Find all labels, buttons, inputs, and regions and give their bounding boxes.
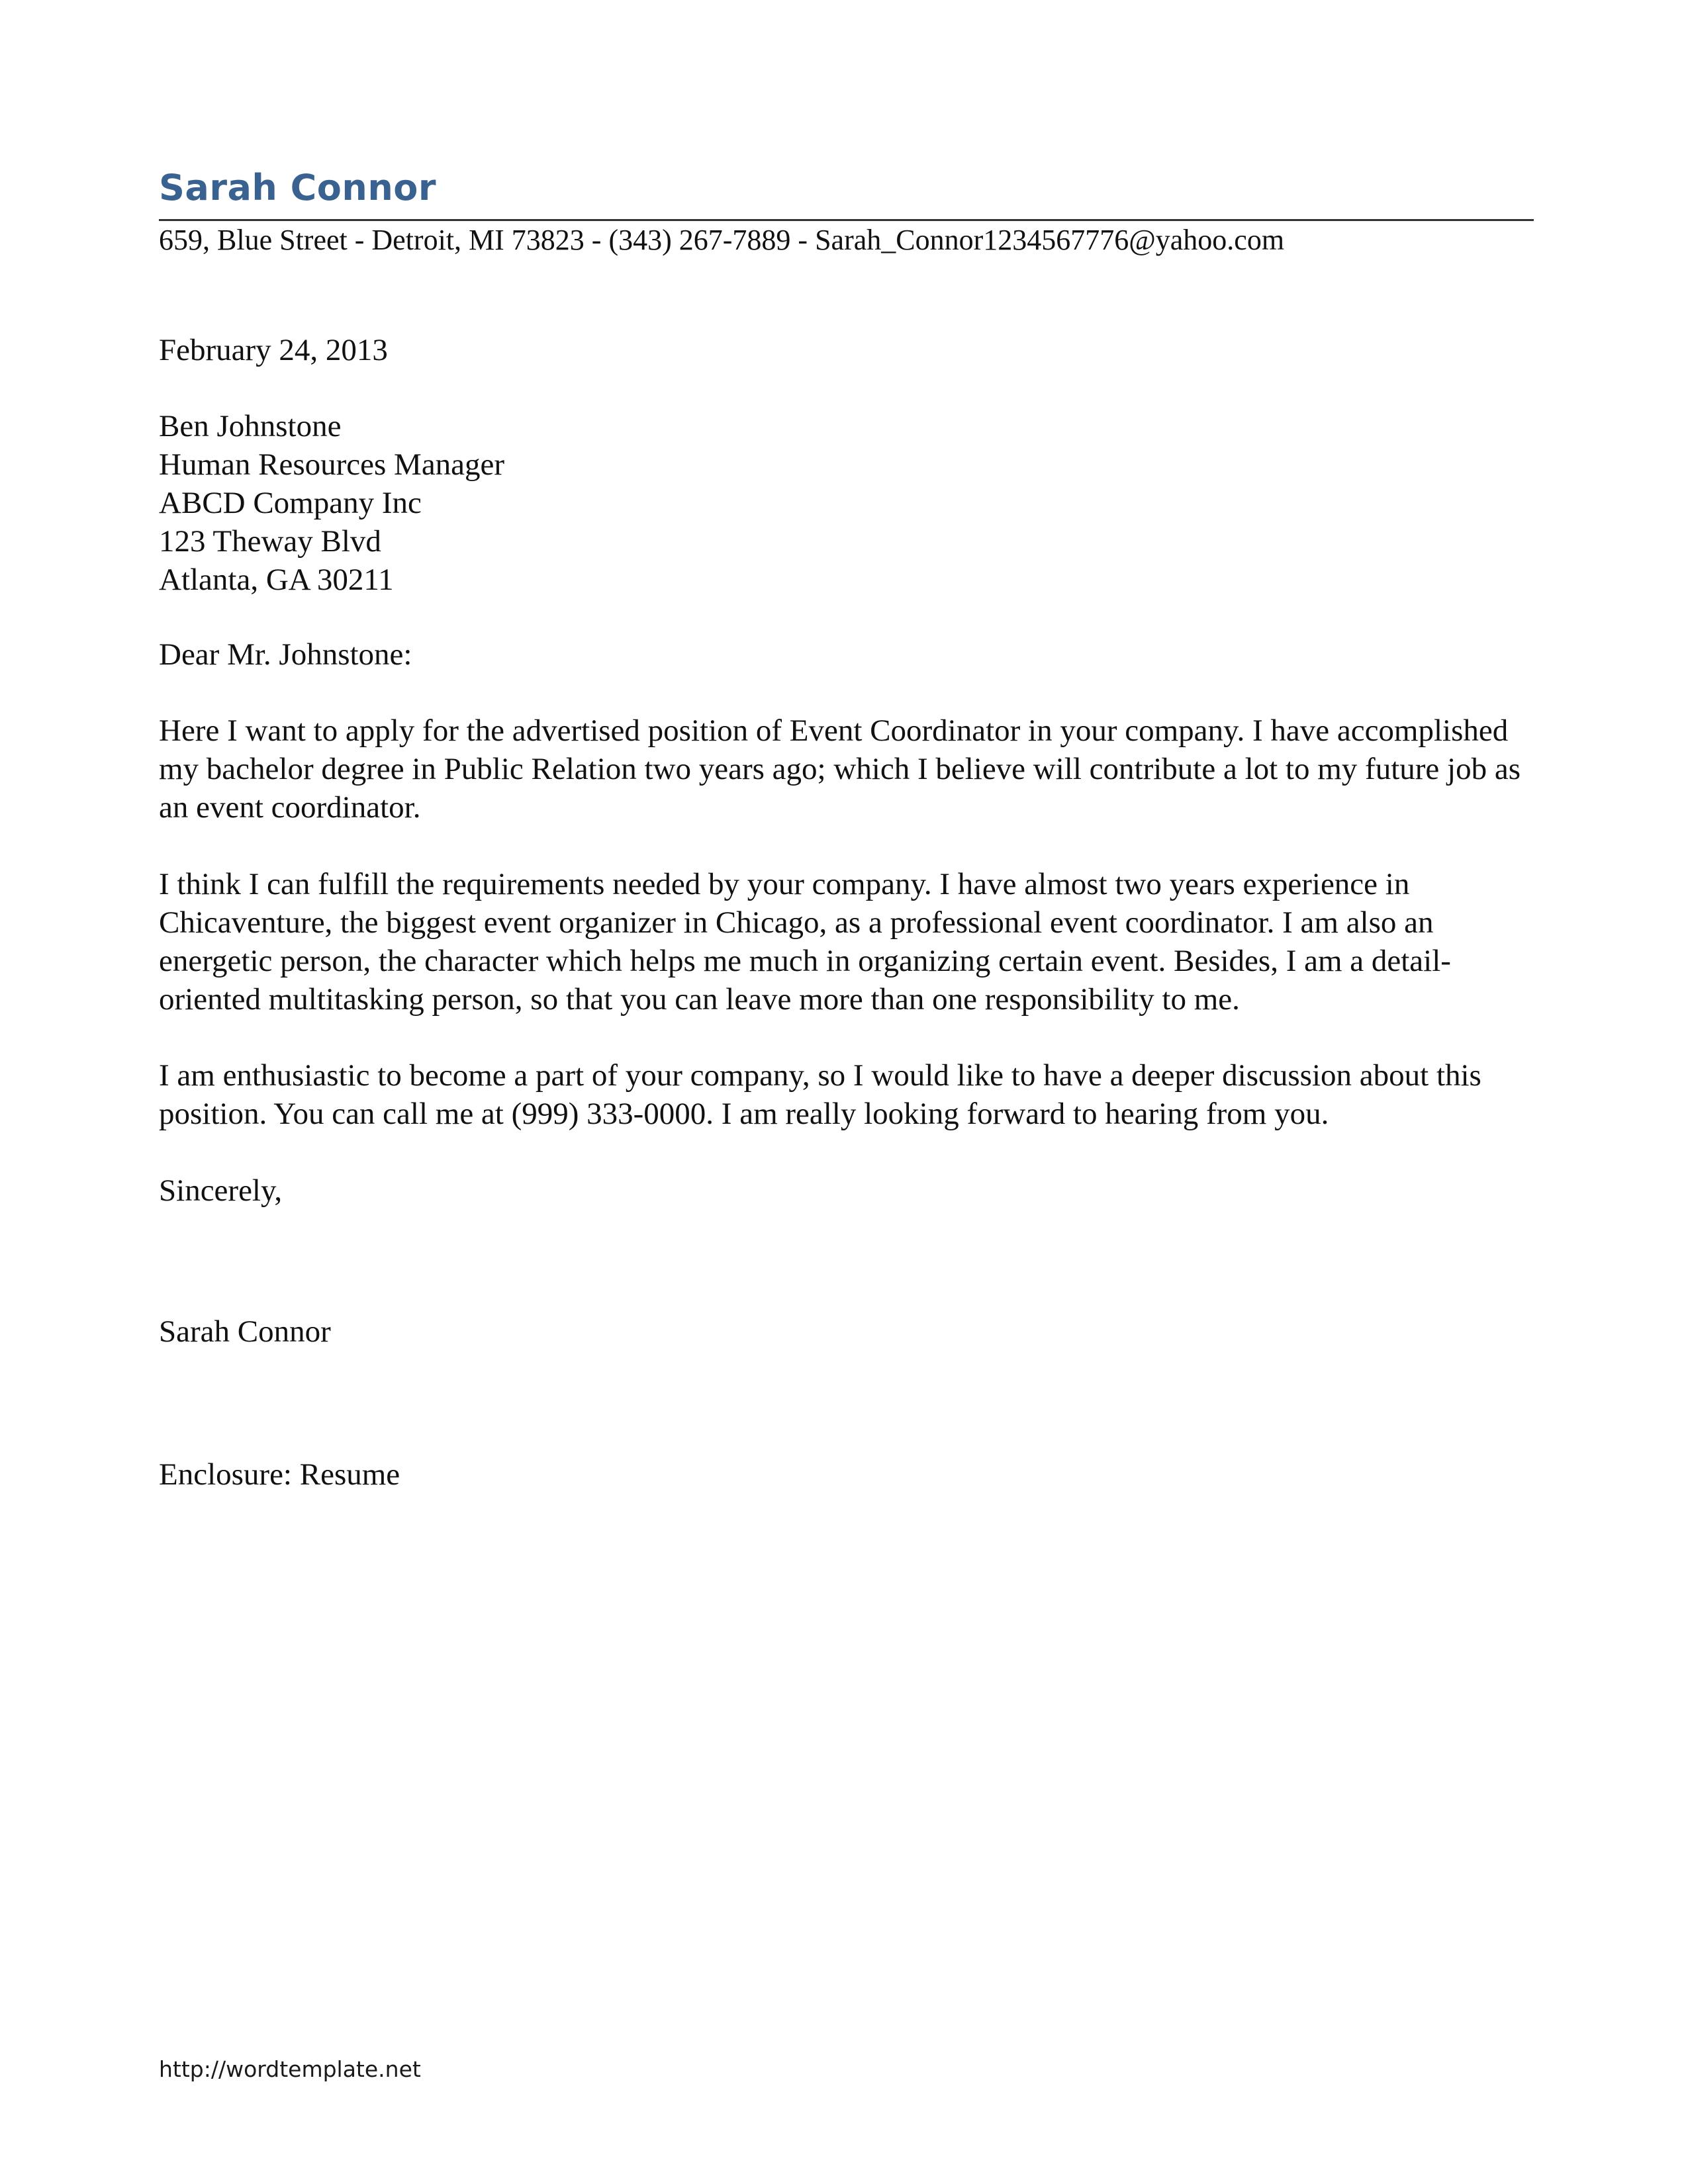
signature-name: Sarah Connor: [159, 1314, 331, 1349]
body-paragraph-2: I think I can fulfill the requirements needed by your company. I have almost two years experience in Chicaventure, the biggest event organizer in Chicago, as a professional event coordinator. I am also an energetic person, the character which helps me much in organizing certain event. Besides, I am a detail-oriented multitasking person, so that you can leave more than one responsibility to me.: [159, 867, 1451, 1017]
recipient-address: [159, 407, 1542, 599]
recipient-title: Human Resources Manager: [159, 447, 505, 482]
enclosure-note: Enclosure: Resume: [159, 1457, 400, 1492]
recipient-name: Ben Johnstone: [159, 409, 342, 443]
body-paragraph-1: Here I want to apply for the advertised position of Event Coordinator in your company. I have accomplished my bachelor degree in Public Relation two years ago; which I believe will contribute a lot to my future job as an event coordinator.: [159, 713, 1521, 825]
sender-city: Detroit, MI 73823: [371, 224, 585, 256]
sender-email: Sarah_Connor1234567776@yahoo.com: [815, 224, 1285, 256]
sender-phone: (343) 267-7889: [608, 224, 791, 256]
contact-separator: -: [584, 224, 609, 256]
contact-separator: -: [790, 224, 816, 256]
recipient-city: Atlanta, GA 30211: [159, 563, 394, 597]
closing: Sincerely,: [159, 1173, 283, 1208]
footer-url: http://wordtemplate.net: [159, 2056, 421, 2082]
contact-separator: -: [347, 224, 372, 256]
sender-name: Sarah Connor: [159, 167, 436, 208]
recipient-company: ABCD Company Inc: [159, 486, 422, 520]
salutation: Dear Mr. Johnstone:: [159, 637, 412, 672]
letter-date: February 24, 2013: [159, 333, 388, 367]
header-divider: [159, 219, 1534, 221]
body-paragraph-3: I am enthusiastic to become a part of your company, so I would like to have a deeper discussion about this position. You can call me at (999) 333-0000. I am really looking forward to hearing from you.: [159, 1058, 1481, 1131]
recipient-street: 123 Theway Blvd: [159, 524, 381, 559]
sender-street: 659, Blue Street: [159, 224, 348, 256]
sender-contact-line: [159, 222, 1284, 258]
